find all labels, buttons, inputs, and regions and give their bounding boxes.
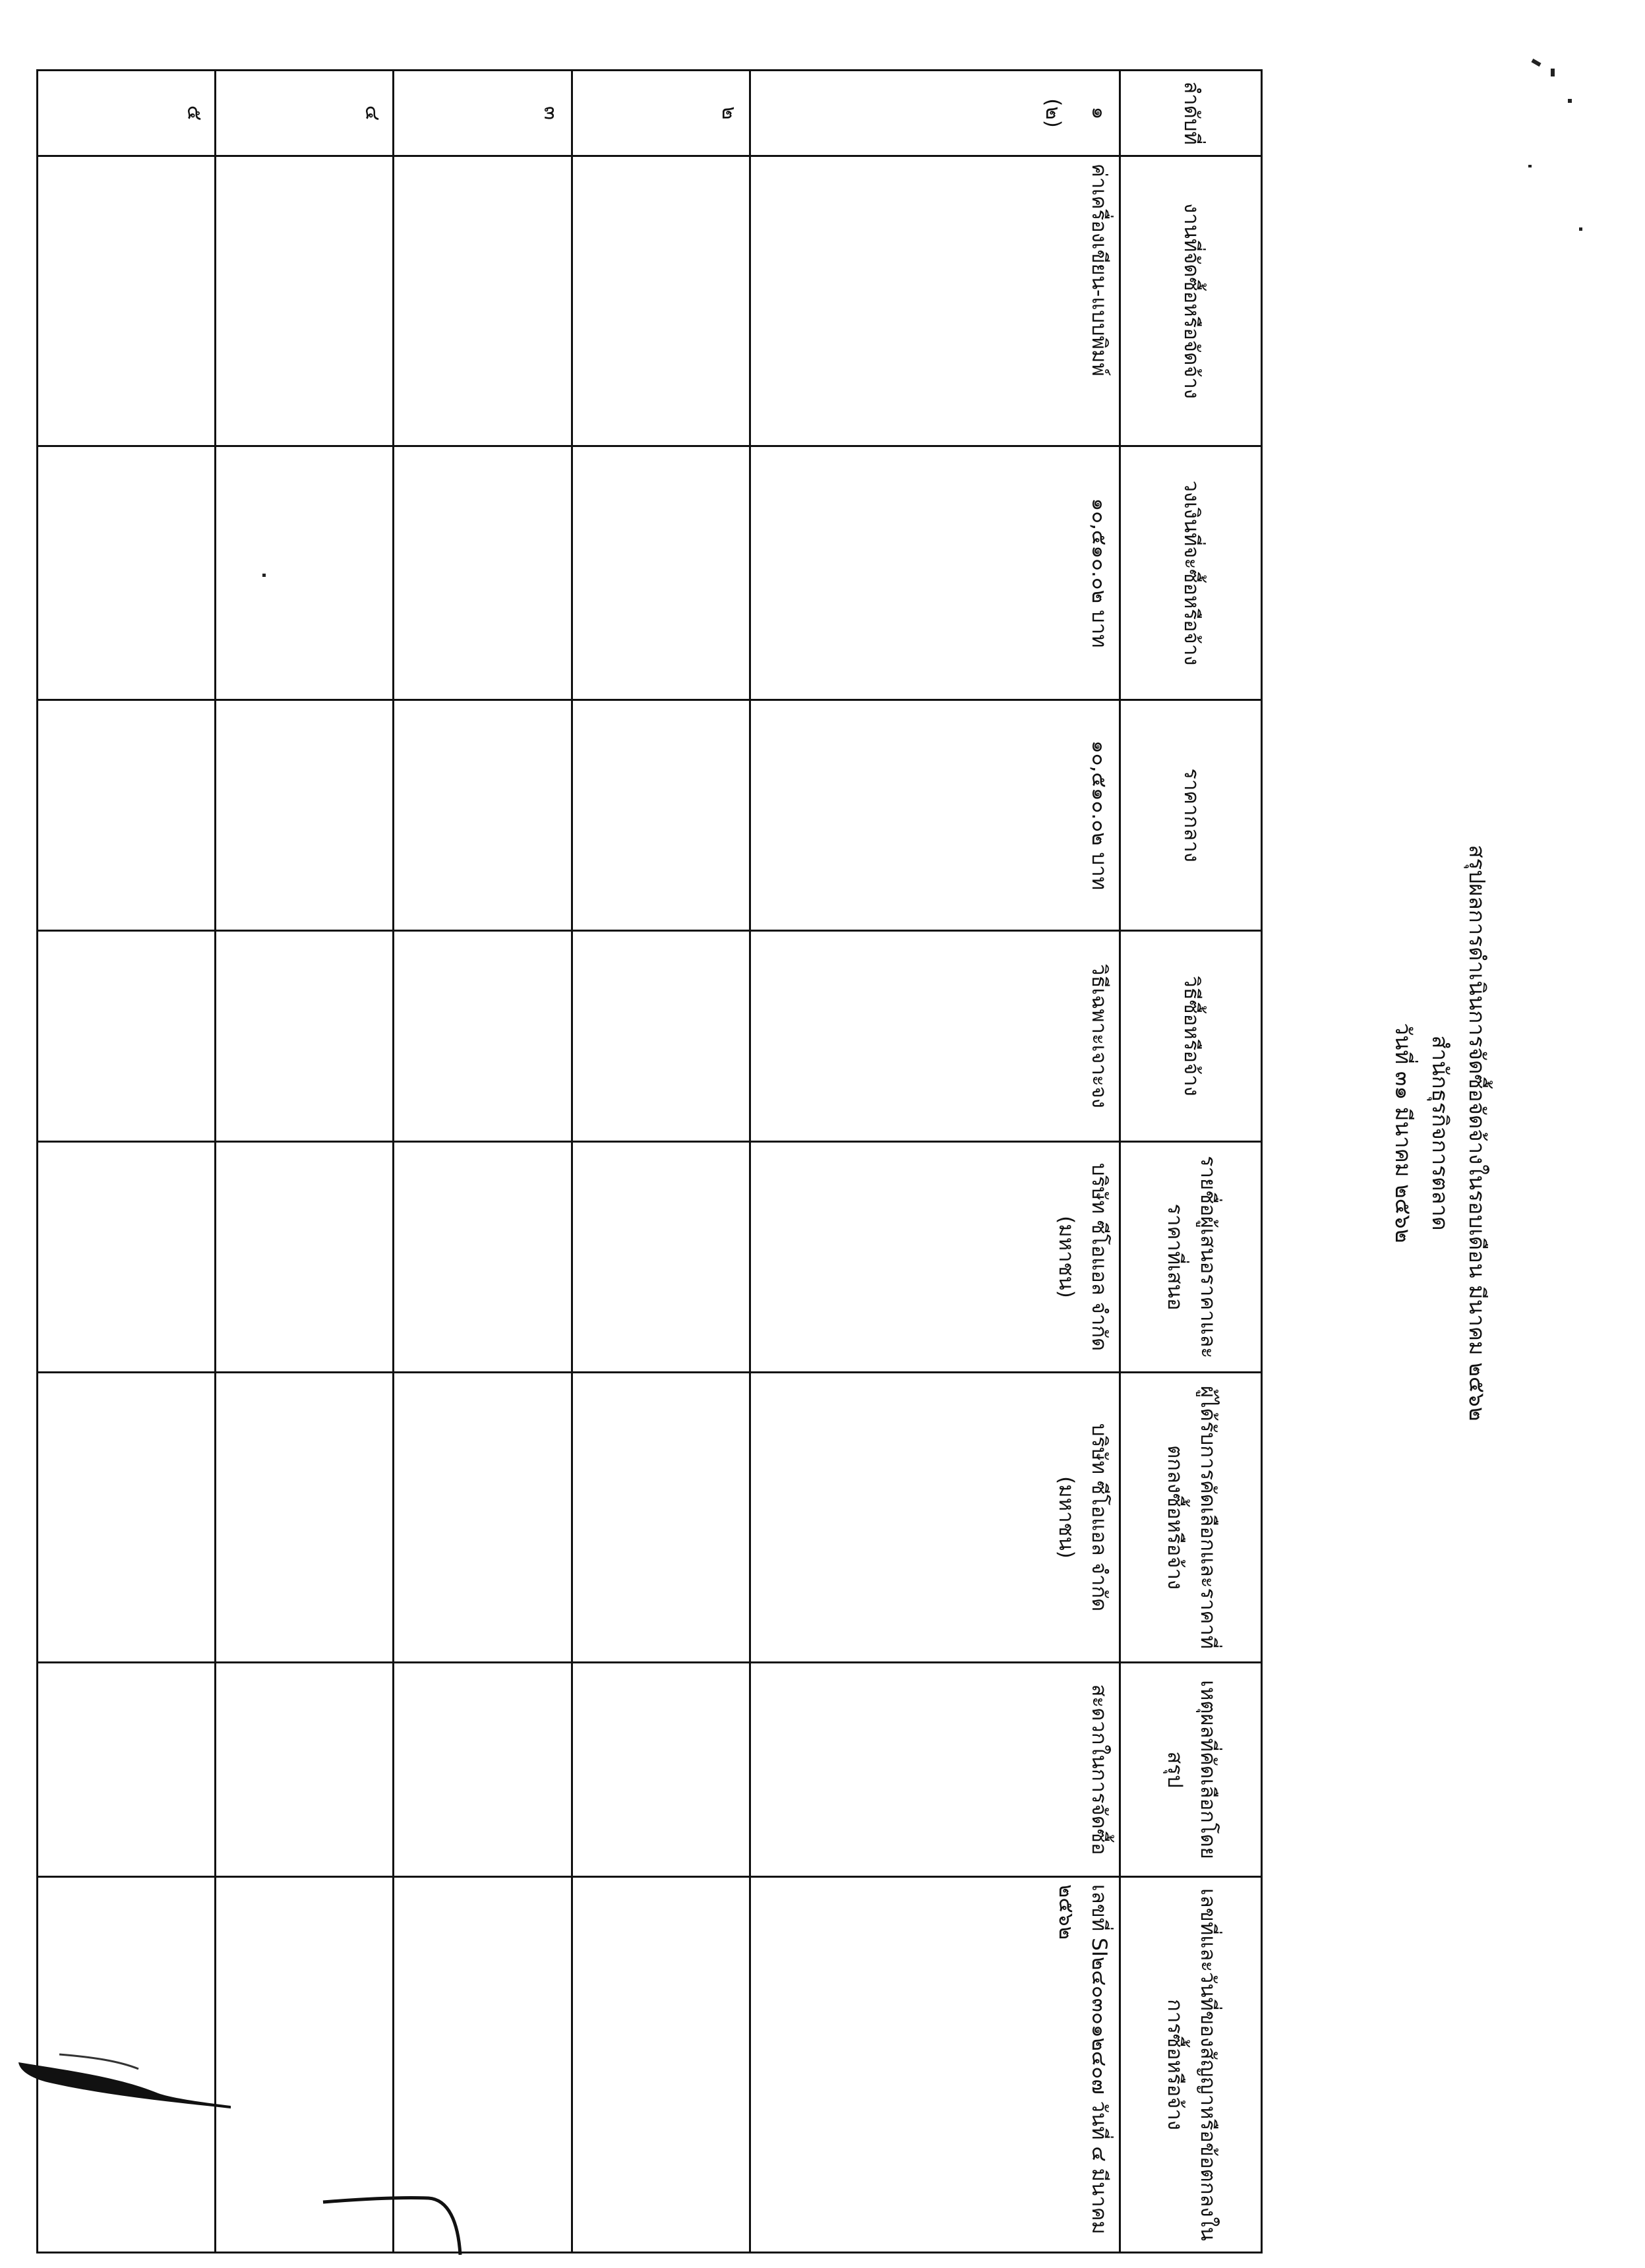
bidders-cell: บริษัท ซีโอแอล จำกัด (มหาชน) xyxy=(750,1142,1120,1373)
winner-cell: บริษัท ซีโอแอล จำกัด (มหาชน) xyxy=(750,1373,1120,1663)
col-header-reason: เหตุผลที่คัดเลือกโดยสรุป xyxy=(1120,1663,1262,1877)
table-row xyxy=(394,71,572,2253)
col-header-method: วิธีซื้อหรือจ้าง xyxy=(1120,931,1262,1142)
table-row xyxy=(38,71,216,2253)
contract-cell: เลขที่ SI๒๔๐๓๐๑๒๔๐๗ วันที่ ๔ มีนาคม ๒๕๖๒ xyxy=(750,1877,1120,2253)
document-date: วันที่ ๓๑ มีนาคม ๒๕๖๒ xyxy=(1391,1023,1416,1243)
row-number-cell: ๔ xyxy=(216,71,394,156)
scan-speck xyxy=(262,574,266,577)
procurement-table xyxy=(36,69,1263,2253)
col-header-median-price: ราคากลาง xyxy=(1120,700,1262,931)
row-number-cell xyxy=(750,71,1120,156)
table-row xyxy=(572,71,750,2253)
item-cell: ค่าเครื่องเขียน-แบบพิมพ์ xyxy=(750,156,1120,446)
median-price-cell: ๑๐,๕๑๐.๐๒ บาท xyxy=(750,700,1120,931)
col-header-item: งานที่จัดซื้อหรือจัดจ้าง xyxy=(1120,156,1262,446)
scan-speck xyxy=(1568,99,1572,103)
col-header-contract: เลขที่และวันที่ของสัญญาหรือข้อตกลงในการซื้อหรือจ้าง xyxy=(1120,1877,1262,2253)
budget-cell: ๑๐,๕๑๐.๐๒ บาท xyxy=(750,446,1120,700)
table-header-row xyxy=(1120,71,1262,2253)
col-header-budget: วงเงินที่จะซื้อหรือจ้าง xyxy=(1120,446,1262,700)
scan-smear xyxy=(13,2031,251,2110)
row-number-cell: ๕ xyxy=(38,71,216,156)
table-row xyxy=(750,71,1120,2253)
scan-speck xyxy=(1528,165,1532,167)
row-number-cell: ๓ xyxy=(394,71,572,156)
method-cell: วิธีเฉพาะเจาะจง xyxy=(750,931,1120,1142)
row-number-sub: (๒) xyxy=(1041,98,1065,128)
col-header-winner: ผู้ได้รับการคัดเลือกและราคาที่ตกลงซื้อหรือจ้าง xyxy=(1120,1373,1262,1663)
scan-smear xyxy=(316,2195,488,2268)
scan-speck xyxy=(1579,227,1582,231)
table-row xyxy=(216,71,394,2253)
row-number: ๑ xyxy=(1087,106,1111,120)
document-title: สรุปผลการดำเนินการจัดซื้อจัดจ้างในรอบเดือน มีนาคม ๒๕๖๒ xyxy=(1464,845,1490,1421)
scan-speck xyxy=(1551,69,1555,76)
agency-name: สำนักธุรกิจการตลาด xyxy=(1427,1035,1453,1231)
reason-cell: สะดวกในการจัดซื้อ xyxy=(750,1663,1120,1877)
col-header-bidders: รายชื่อผู้เสนอราคาและราคาที่เสนอ xyxy=(1120,1142,1262,1373)
row-number-cell: ๒ xyxy=(572,71,750,156)
col-header-no: ลำดับที่ xyxy=(1120,71,1262,156)
